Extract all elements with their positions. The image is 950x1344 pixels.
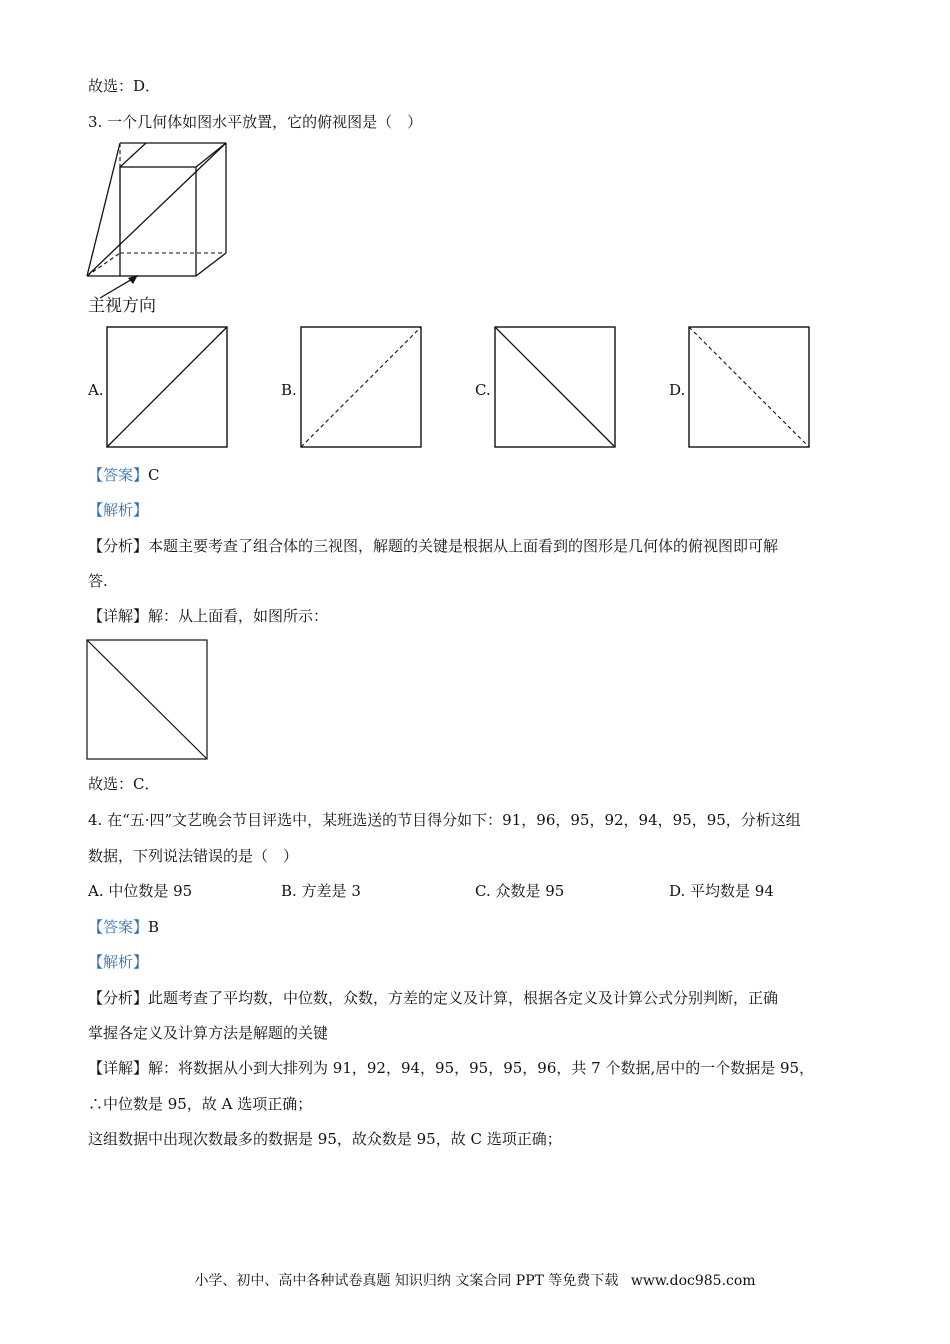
- xiangjie-tag: 【详解】: [88, 607, 149, 625]
- q4-answer: [88, 917, 159, 937]
- page-footer: [0, 1270, 950, 1290]
- footer-text: 小学、初中、高中各种试卷真题 知识归纳 文案合同 PPT 等免费下载: [194, 1273, 619, 1289]
- q3-solid-figure: [84, 140, 244, 290]
- fenxi-tag: 【分析】: [88, 537, 149, 555]
- q3-option-b-figure: [300, 326, 422, 448]
- q3-option-d-figure: [688, 326, 810, 448]
- q4-option-c: C. 众数是 95: [475, 882, 565, 900]
- q4-jiexi: [88, 952, 148, 972]
- q4-stem-line2: 数据，下列说法错误的是（ ）: [88, 847, 299, 865]
- xiangjie-tag: 【详解】: [88, 1059, 149, 1077]
- q3-xiangjie: [88, 606, 328, 626]
- jiexi-tag: 【解析】: [88, 501, 149, 519]
- q3-option-b-label: B.: [281, 381, 297, 399]
- q3-fenxi-line1: [88, 536, 778, 556]
- q3-option-a-figure: [106, 326, 228, 448]
- fenxi-tag: 【分析】: [88, 989, 149, 1007]
- q4-option-a: A. 中位数是 95: [88, 882, 193, 900]
- fenxi-text: 本题主要考查了组合体的三视图，解题的关键是根据从上面看到的图形是几何体的俯视图即可解: [148, 537, 779, 555]
- q3-conclusion: 故选：C．: [88, 775, 160, 793]
- q4-stem-line1: 4. 在“五·四”文艺晚会节目评选中，某班选送的节目得分如下：91，96，95，92，94，95，95，分析这组: [88, 811, 801, 829]
- xiangjie-text: 解：从上面看，如图所示：: [148, 607, 329, 625]
- q4-xiangjie-line1: [88, 1058, 814, 1078]
- jiexi-tag: 【解析】: [88, 953, 149, 971]
- q3-option-a-label: A.: [88, 381, 104, 399]
- q3-jiexi: [88, 500, 148, 520]
- q3-solution-figure: [86, 639, 208, 761]
- q3-stem: 3. 一个几何体如图水平放置，它的俯视图是（ ）: [88, 113, 423, 131]
- view-direction-label: 主视方向: [88, 296, 156, 316]
- q3-option-c-figure: [494, 326, 616, 448]
- q3-option-d-label: D.: [669, 381, 686, 399]
- q3-fenxi-line2: 答.: [88, 572, 108, 590]
- answer-value: B: [148, 918, 160, 936]
- q4-xiangjie-line3: 这组数据中出现次数最多的数据是 95，故众数是 95，故 C 选项正确；: [88, 1130, 562, 1148]
- q4-xiangjie-line2: ∴中位数是 95，故 A 选项正确；: [88, 1095, 313, 1113]
- answer-value: C: [148, 466, 160, 484]
- answer-tag: 【答案】: [88, 918, 149, 936]
- q3-answer: [88, 465, 160, 485]
- fenxi-text: 此题考查了平均数，中位数，众数，方差的定义及计算，根据各定义及计算公式分别判断，正确: [148, 989, 779, 1007]
- q2-conclusion: 故选：D．: [88, 77, 161, 95]
- xiangjie-text: 解：将数据从小到大排列为 91，92，94，95，95，95，96，共 7 个数据,居中的一个数据是 95，: [148, 1059, 815, 1077]
- q3-option-c-label: C.: [475, 381, 491, 399]
- footer-link[interactable]: www.doc985.com: [630, 1273, 756, 1289]
- q4-fenxi-line1: [88, 988, 778, 1008]
- q4-fenxi-line2: 掌握各定义及计算方法是解题的关键: [88, 1024, 329, 1042]
- q4-option-b: B. 方差是 3: [281, 882, 361, 900]
- answer-tag: 【答案】: [88, 466, 149, 484]
- q4-option-d: D. 平均数是 94: [669, 882, 774, 900]
